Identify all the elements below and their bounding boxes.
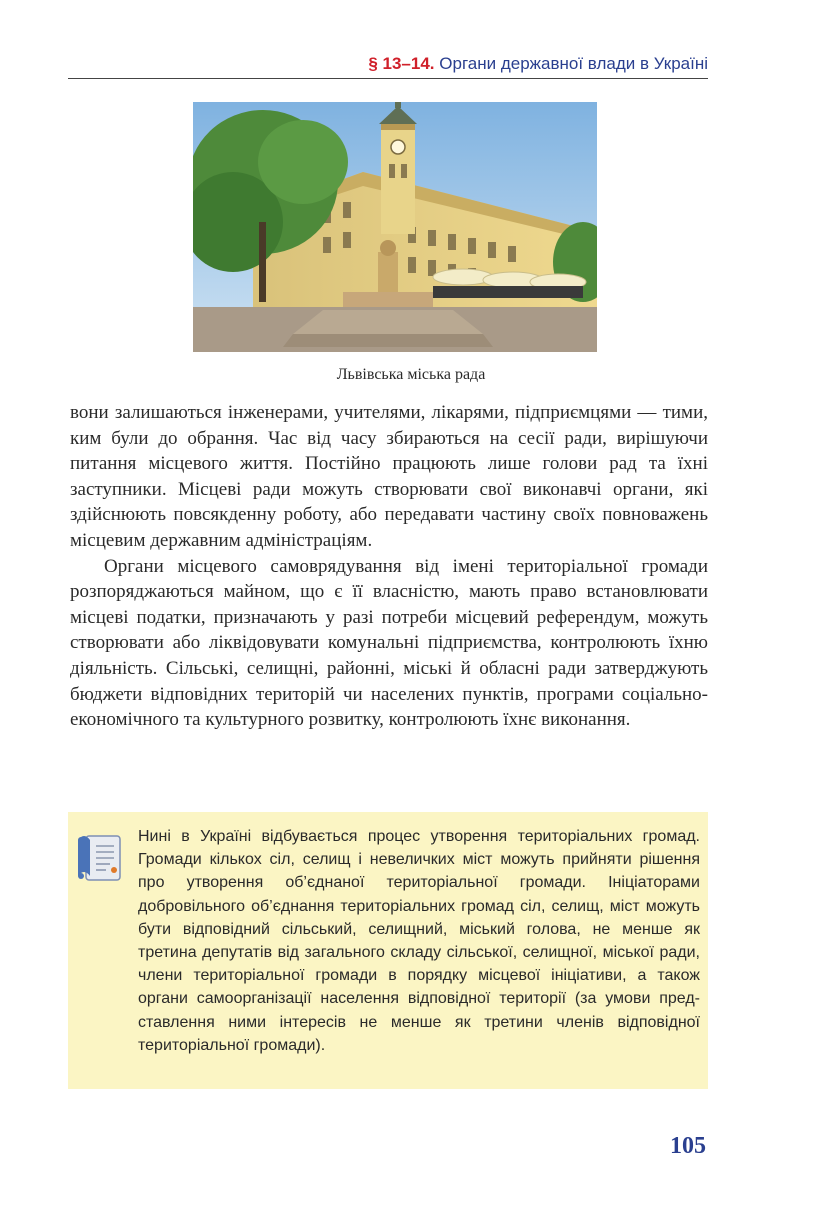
chapter-title: Органи державної влади в Україні (439, 54, 708, 73)
note-text: Нині в Україні відбувається процес утворення територіальних громад. Громади кількох сіл, селищ і невеличких міст можуть прийняти рішення про утворення об’єднаної територіальної громади. Ініціаторами добровільного об’єднання територіальних громад сіл, селищ, міст можуть бути відповідний сільський, селищний, міський голова, не менше як третина депутатів від загального складу сільської, селищної, міської ради, члени територіальної громади в порядку місцевої ініціативи, а також органи самоорганізації населення відповідної території (за умови представлення ними інтересів не менше як третини членів відповідної територіальної громади). (138, 828, 700, 1054)
paragraph: Органи місцевого самоврядування від імені територіальної громади розпоряджаються майном, що є її власністю, мають право встановлювати місцеві податки, призначають у разі потреби місцевий референдум, можуть створювати або ліквідовувати комунальні підприємства, контролюють їхню діяльність. Сільські, селищні, районні, міські й обласні ради затверджують бюджети відповідних територій чи населених пунктів, програми соціально-економічного та культурного розвитку, контролюють їхнє виконання. (70, 555, 708, 731)
figure-caption: Львівська міська рада (336, 366, 486, 383)
section-number: § 13–14. (368, 54, 435, 73)
paragraph: вони залишаються інженерами, учителями, лікарями, підприємцями — тими, ким були до обрання. Час від часу збираються на сесії ради, вирішуючи питання місцевого життя. Постійно працюють лише голови рад та їхні заступники. Місцеві ради можуть створювати свої виконавчі органи, які здійснюють повсякденну роботу, або передавати частину своїх повноважень місцевим державним адміністраціям. (70, 402, 708, 551)
running-head (368, 54, 708, 74)
header-rule (68, 78, 708, 79)
body-text (70, 400, 708, 733)
scroll-icon (72, 830, 128, 886)
info-note (68, 812, 708, 1089)
lviv-city-hall-photo (193, 102, 597, 352)
page-number: 105 (670, 1133, 706, 1159)
